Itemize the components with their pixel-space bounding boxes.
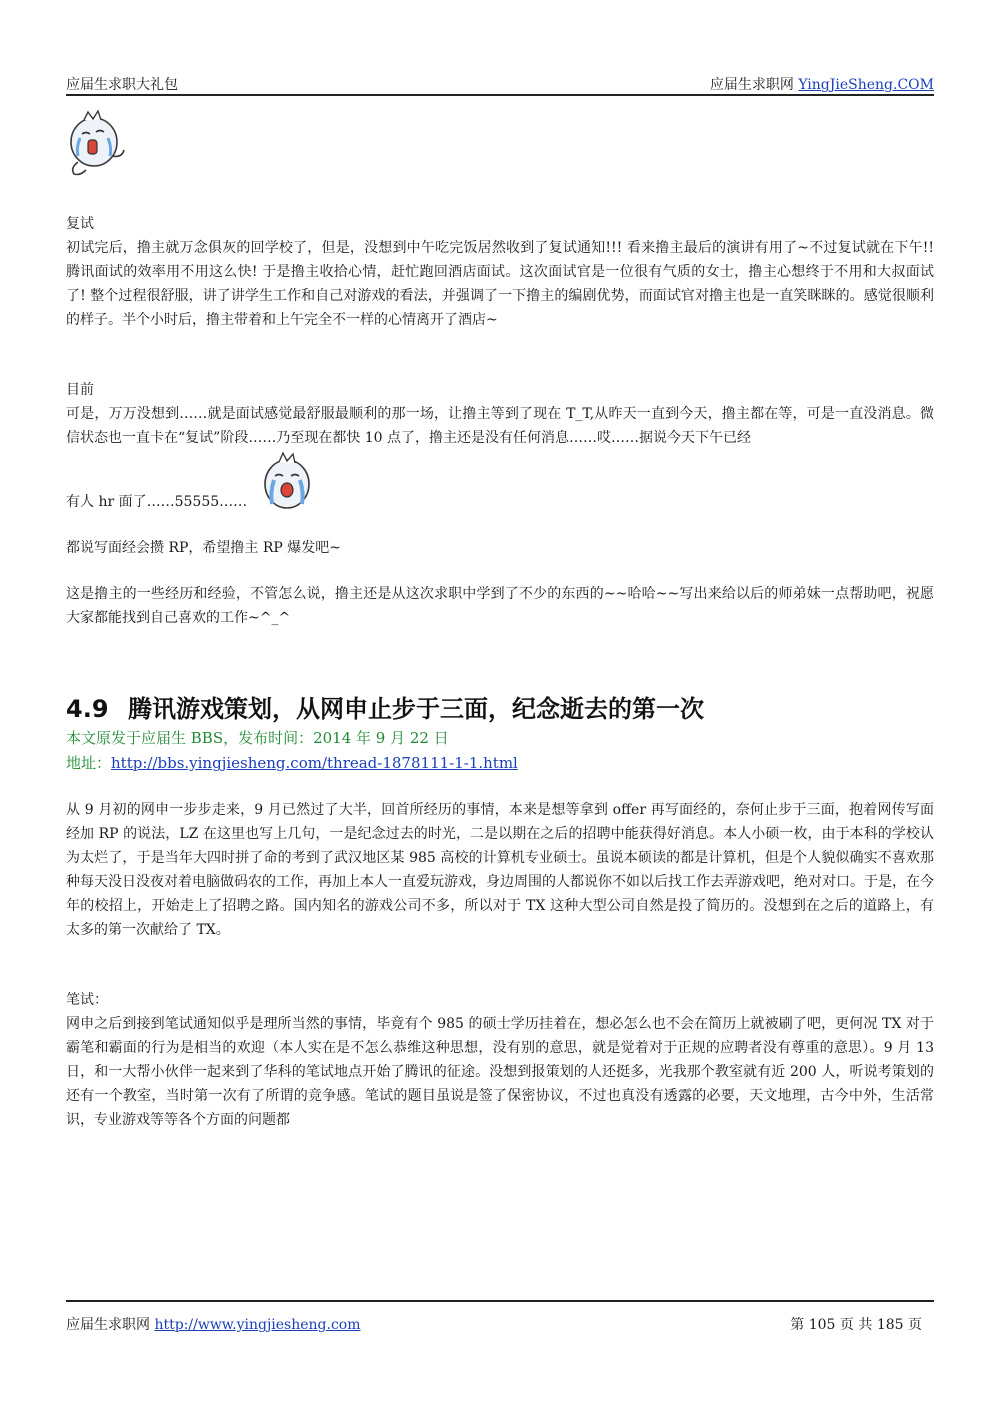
section-muqian-rp: 都说写面经会攒 RP，希望撸主 RP 爆发吧~: [66, 540, 342, 556]
header-site: [710, 74, 934, 94]
section-fushi-title: 复试: [66, 216, 94, 232]
article-heading: [66, 692, 934, 726]
article-address-link[interactable]: http://bbs.yingjiesheng.com/thread-1878111-1-1.html: [111, 754, 518, 772]
bishi-title: 笔试：: [66, 992, 108, 1008]
header-title: 应届生求职大礼包: [66, 77, 178, 93]
article-title: 腾讯游戏策划，从网申止步于三面，纪念逝去的第一次: [128, 695, 704, 723]
section-muqian-line-end-text: 有人 hr 面了……55555……: [66, 494, 248, 510]
article-address-label: 地址：: [66, 754, 112, 772]
article-intro: 从 9 月初的网申一步步走来，9 月已然过了大半，回首所经历的事情，本来是想等拿到 offer 再写面经的，奈何止步于三面，抱着网传写面经加 RP 的说法，LZ 在这里也写上几句，一是纪念过去的时光，二是以期在之后的招聘中能获得好消息。本人小硕一枚，由于本科的学校认为太烂了，于是当年大四时拼了命的考到了武汉地区某 985 高校的计算机专业硕士。虽说本硕读的都是计算机，但是个人貌似确实不喜欢那种每天没日没夜对着电脑做码农的工作，再加上本人一直爱玩游戏，身边周围的人都说你不如以后找工作去弄游戏吧，绝对对口。于是，在今年的校招上，开始走上了招聘之路。国内知名的游戏公司不多，所以对于 TX 这种大型公司自然是投了简历的。没想到在之后的道路上，有太多的第一次献给了 TX。: [66, 802, 934, 938]
article-address: [66, 751, 934, 776]
footer-site-link[interactable]: http://www.yingjiesheng.com: [154, 1317, 361, 1333]
section-muqian-title: 目前: [66, 382, 94, 398]
section-fushi-body: 初试完后，撸主就万念俱灰的回学校了，但是，没想到中午吃完饭居然收到了复试通知!!! 看来撸主最后的演讲有用了~不过复试就在下午!! 腾讯面试的效率用不用这么快! 于是撸主收拾心情，赶忙跑回酒店面试。这次面试官是一位很有气质的女士，撸主心想终于不用和大叔面试了! 整个过程很舒服，讲了讲学生工作和自己对游戏的看法，并强调了一下撸主的编剧优势，而面试官对撸主也是一直笑眯眯的。感觉很顺利的样子。半个小时后，撸主带着和上午完全不一样的心情离开了酒店~: [66, 240, 934, 328]
page-header: [66, 74, 934, 96]
header-site-label: 应届生求职网: [709, 77, 799, 93]
header-site-link[interactable]: YingJieSheng.COM: [798, 77, 934, 93]
page-footer: [66, 1300, 934, 1333]
bishi-body: 网申之后到接到笔试通知似乎是理所当然的事情，毕竟有个 985 的硕士学历挂着在，想必怎么也不会在简历上就被刷了吧，更何况 TX 对于霸笔和霸面的行为是相当的欢迎（本人实在是不怎么恭维这种思想，没有别的意思，就是觉着对于正规的应聘者没有尊重的意思）。9 月 13 日，和一大帮小伙伴一起来到了华科的笔试地点开始了腾讯的征途。没想到报策划的人还挺多，光我那个教室就有近 200 人，听说考策划的还有一个教室，当时第一次有了所谓的竞争感。笔试的题目虽说是签了保密协议，不过也真没有透露的必要，天文地理，古今中外，生活常识，专业游戏等等各个方面的问题都: [66, 1016, 934, 1128]
footer-site-label: 应届生求职网: [66, 1317, 155, 1333]
page-number: 第 105 页 共 185 页: [790, 1317, 922, 1333]
section-muqian-body: 可是，万万没想到……就是面试感觉最舒服最顺利的那一场，让撸主等到了现在 T_T,从昨天一直到今天，撸主都在等，可是一直没消息。微信状态也一直卡在“复试”阶段……乃至现在都快 10 点了，撸主还是没有任何消息……哎……据说今天下午已经: [66, 406, 934, 446]
crying-bun-emoji-icon: [66, 108, 132, 180]
footer-site: [66, 1314, 361, 1334]
section-muqian-closing: 这是撸主的一些经历和经验，不管怎么说，撸主还是从这次求职中学到了不少的东西的~~哈哈~~写出来给以后的师弟妹一点帮助吧，祝愿大家都能找到自己喜欢的工作~^_^: [66, 586, 934, 626]
page-content: [66, 108, 934, 1132]
crying-bun-inline-icon: [257, 450, 317, 514]
article-source: 本文原发于应届生 BBS，发布时间：2014 年 9 月 22 日: [66, 729, 449, 747]
section-muqian-line-end: [66, 450, 934, 514]
article-number: 4.9: [66, 695, 109, 723]
